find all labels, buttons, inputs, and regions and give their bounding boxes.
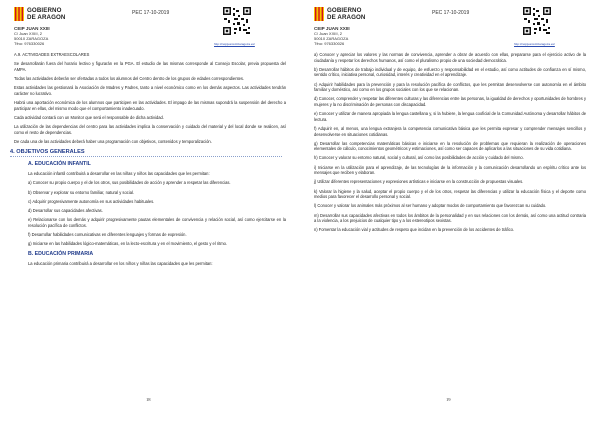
school-postcode: 50010 ZARAGOZA [314, 36, 349, 41]
school-info [314, 26, 350, 46]
activities-heading: A.9. ACTIVIDADES EXTRAESCOLARES [14, 52, 90, 57]
page-body [314, 52, 586, 237]
school-name: CEIP JUAN XXIII [314, 26, 350, 31]
page-right [300, 0, 600, 424]
school-name: CEIP JUAN XXIII [14, 26, 50, 31]
list-item: c) Adquirir habilidades para la prevención y para la resolución pacífica de conflictos, que les permitan desenvolverse con autonomía en el ámbito familiar y doméstico, así como en los grupos sociales con los que se relacionan. [314, 81, 586, 93]
list-item: g) Iniciarse en las habilidades lógico-matemáticas, en la lecto-escritura y en el movimiento, el gesto y el ritmo. [28, 241, 228, 247]
paragraph: La educación primaria contribuirá a desarrollar en los niños y niñas las capacidades que les permitan: [28, 260, 213, 266]
paragraph: Se desarrollarán fuera del horario lectivo y figurarán en la PGA. El estudio de las mismas corresponde al Consejo Escolar, previa propuesta del AMPA. [14, 61, 286, 72]
paragraph: Estas actividades las gestionará la Asociación de Madres y Padres, tanto a nivel económico como en los demás aspectos. Las actividades tendrán carácter no lucrativo. [14, 85, 286, 96]
page-number: 19 [446, 397, 451, 402]
page-header [314, 4, 586, 54]
list-item: a) Conocer su propio cuerpo y el de los otros, sus posibilidades de acción y aprender a respetar las diferencias. [28, 180, 231, 186]
list-item: n) Fomentar la educación vial y actitudes de respeto que incidan en la prevención de los accidentes de tráfico. [314, 227, 515, 233]
list-item: i) Iniciarse en la utilización para el aprendizaje, de las tecnologías de la información y la comunicación desarrollando un espíritu crítico ante los mensajes que reciben y elaboran. [314, 164, 586, 176]
qr-code-icon [222, 6, 252, 36]
page-number: 18 [146, 397, 151, 402]
logo-line2: DE ARAGON [327, 14, 366, 21]
list-item: k) Valorar la higiene y la salud, aceptar el propio cuerpo y el de los otros, respetar las diferencias y utilizar la educación física y el deporte como medios para favorecer el desarrollo personal y social. [314, 188, 586, 200]
pec-date: PEC 17-10-2019 [432, 10, 470, 16]
paragraph: Habrá una aportación económica de los alumnos que participen en las actividades. El impago de las mismas supondrá la suspensión del derecho a participar en ellas, del mismo modo que el comportamiento inadecuado. [14, 99, 286, 111]
logo-line1: GOBIERNO [327, 7, 362, 14]
list-item: c) Adquirir progresivamente autonomía en sus actividades habituales. [28, 198, 155, 204]
paragraph: La utilización de las dependencias del centro para las actividades implica la conservación y cuidado del material y del local donde se realicen, así como el resto de dependencias. [14, 123, 286, 135]
paragraph: De cada una de las actividades deberá haber una programación con objetivos, contenidos y temporalización. [14, 138, 212, 144]
list-item: b) Observar y explorar su entorno familiar, natural y social. [28, 189, 135, 195]
list-item: d) Conocer, comprender y respetar las diferentes culturas y las diferencias entre las personas, la igualdad de derechos y oportunidades de hombres y mujeres y la no discriminación de personas con discapacidad. [314, 96, 586, 107]
paragraph: La educación infantil contribuirá a desarrollar en las niñas y niños las capacidades que les permitan: [28, 171, 210, 177]
paragraph: Todas las actividades deberán ser ofertadas a todos los alumnos del Centro dentro de los grupos de edades correspondientes. [14, 75, 245, 81]
subsection-heading: B. EDUCACIÓN PRIMARIA [28, 250, 94, 257]
school-address: C/ Juan XXIII, 2 [314, 31, 343, 36]
list-item: j) Utilizar diferentes representaciones y expresiones artísticas e iniciarse en la construcción de propuestas visuales. [314, 179, 524, 185]
list-item: e) Conocer y utilizar de manera apropiada la lengua castellana y, si la hubiere, la lengua cooficial de la Comunidad Autónoma y desarrollar hábitos de lectura. [314, 111, 586, 122]
qr-code-icon [522, 6, 552, 36]
list-item: d) Desarrollar sus capacidades afectivas. [28, 208, 103, 214]
paragraph: Cada actividad contará con un Monitor que será el responsable de dicha actividad. [14, 114, 164, 120]
list-item: l) Conocer y valorar los animales más próximos al ser humano y adoptar modos de comportamiento que favorezcan su cuidado. [314, 203, 547, 209]
subsection-heading: A. EDUCACIÓN INFANTIL [28, 161, 91, 168]
page-header [14, 4, 286, 54]
website-link[interactable]: http://ceipjuanxxiiizaragoza.es/ [514, 42, 555, 46]
gobierno-aragon-logo [14, 6, 88, 24]
website-link[interactable]: http://ceipjuanxxiiizaragoza.es/ [214, 42, 255, 46]
logo-line1: GOBIERNO [27, 7, 62, 14]
school-phone: Tfno: 976330026 [314, 41, 345, 46]
pec-date: PEC 17-10-2019 [132, 10, 170, 16]
section-heading: 4. OBJETIVOS GENERALES [10, 149, 282, 157]
aragon-emblem-icon [14, 7, 24, 21]
school-postcode: 50010 ZARAGOZA [14, 36, 49, 41]
logo-line2: DE ARAGON [27, 14, 66, 21]
list-item: f) Adquirir en, al menos, una lengua extranjera la competencia comunicativa básica que les permita expresar y comprender mensajes sencillos y desenvolverse en situaciones cotidianas. [314, 125, 586, 137]
school-info [14, 26, 50, 46]
list-item: g) Desarrollar las competencias matemáticas básicas e iniciarse en la resolución de problemas que requieran la realización de operaciones elementales de cálculo, conocimientos geométricos y estimaciones, así como ser capaces de aplicarlos a las situaciones de su vida cotidiana. [314, 140, 586, 152]
list-item: h) Conocer y valorar su entorno natural, social y cultural, así como las posibilidades de acción y cuidado del mismo. [314, 155, 524, 161]
school-phone: Tfno: 976330026 [14, 41, 45, 46]
school-address: C/ Juan XXIII, 2 [14, 31, 43, 36]
list-item: e) Relacionarse con los demás y adquirir progresivamente pautas elementales de convivencia y relación social, así como ejercitarse en la resolución pacífica de conflictos. [28, 217, 286, 228]
list-item: f) Desarrollar habilidades comunicativas en diferentes lenguajes y formas de expresión. [28, 232, 187, 237]
gobierno-aragon-logo [314, 6, 388, 24]
list-item: b) Desarrollar hábitos de trabajo individual y de equipo, de esfuerzo y responsabilidad en el estudio, así como actitudes de confianza en sí mismo, sentido crítico, iniciativa personal, curiosidad, interés y creatividad en el aprendizaje. [314, 66, 586, 78]
page-body [10, 52, 286, 270]
list-item: a) Conocer y apreciar los valores y las normas de convivencia, aprender a obrar de acuerdo con ellas, prepararse para el ejercicio activo de la ciudadanía y respetar los derechos humanos, así como el pluralismo propio de una sociedad democrática. [314, 52, 586, 63]
list-item: m) Desarrollar sus capacidades afectivas en todos los ámbitos de la personalidad y en sus relaciones con los demás, así como una actitud contraria a la violencia, a los prejuicios de cualquier tipo y a los estereotipos sexistas. [314, 212, 586, 224]
aragon-emblem-icon [314, 7, 324, 21]
